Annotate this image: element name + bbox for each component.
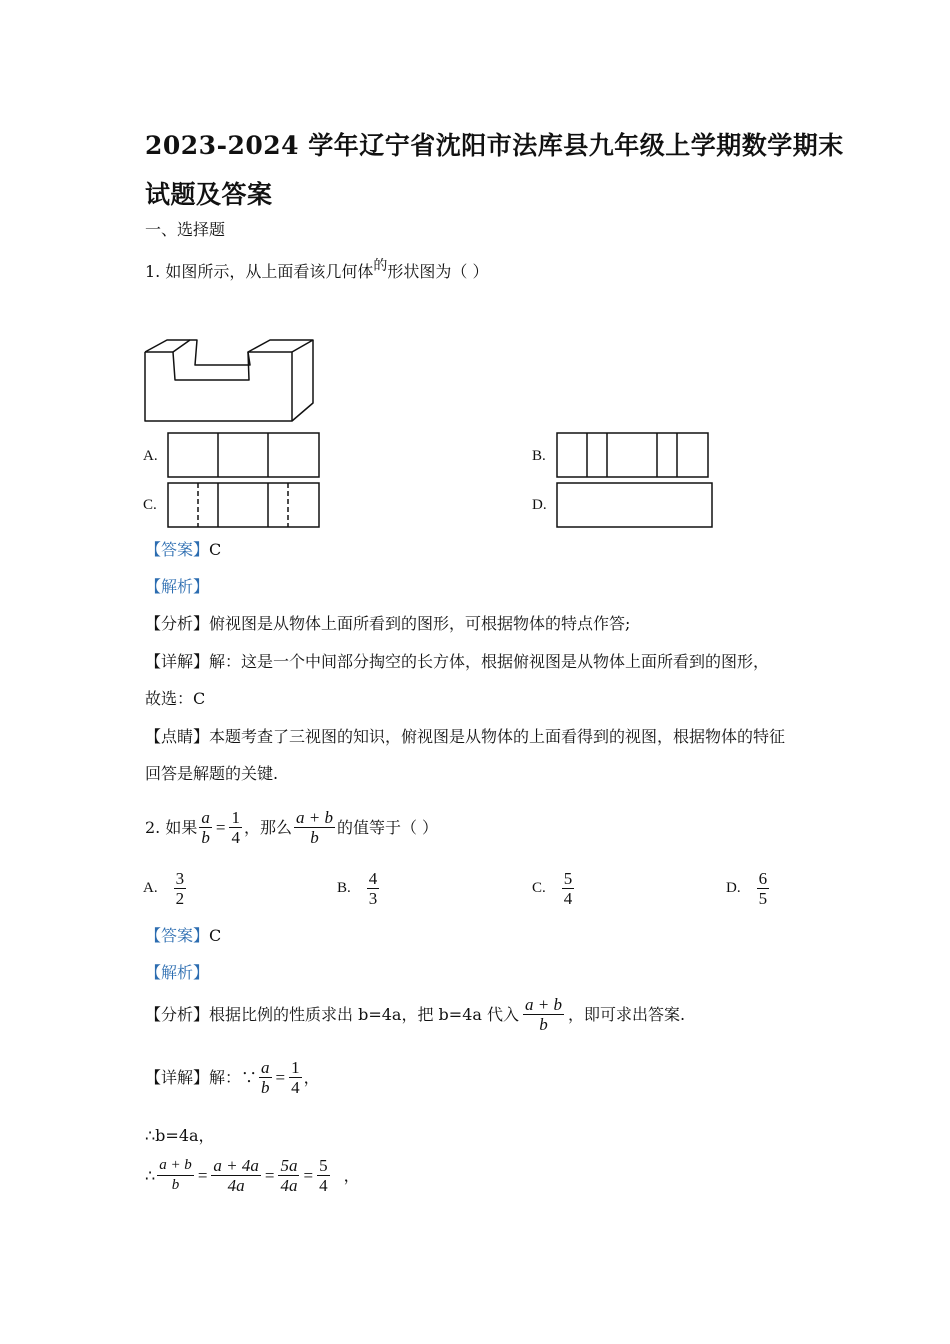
q2-option-b-den: 3 — [368, 889, 378, 908]
q2-step2-den: 4a — [227, 1176, 245, 1195]
q2-analysis-tag: 【解析】 — [145, 963, 210, 982]
q2-option-c — [532, 869, 576, 908]
q2-xiangjie-pre: 解：∵ — [209, 1067, 258, 1087]
q2-xiangjie-one: 1 — [291, 1058, 300, 1077]
q2-stem-mid: ，那么 — [243, 817, 292, 837]
q2-xiangjie-four: 4 — [291, 1078, 300, 1097]
q1-answer — [145, 540, 221, 560]
q2-step2-num: a + 4a — [213, 1156, 259, 1175]
q1-dianjing — [145, 727, 785, 747]
q2-option-c-num: 5 — [563, 869, 573, 888]
q2-step4-num: 5 — [319, 1156, 328, 1175]
q2-step3-num: 5a — [280, 1156, 298, 1175]
q1-fenxi-tag: 【分析】 — [145, 614, 210, 633]
q2-option-a — [143, 869, 188, 908]
q1-option-c-figure — [167, 482, 322, 530]
q2-cond-den: b — [201, 828, 210, 847]
q2-stem-tail: 的值等于（ ） — [336, 817, 439, 837]
q2-option-c-frac — [562, 869, 575, 908]
q1-choose: 故选：C — [145, 689, 206, 708]
q2-answer-value: C — [209, 926, 222, 945]
q2-cond-frac-14 — [229, 808, 242, 847]
q1-solid-figure — [140, 335, 320, 427]
q2-xiangjie-frac-14 — [289, 1058, 302, 1097]
q2-expr-frac — [294, 808, 335, 847]
q2-step3-frac — [278, 1156, 299, 1195]
q2-expr-den: b — [310, 828, 319, 847]
q2-step4-frac — [317, 1156, 330, 1195]
q1-option-b-figure — [556, 432, 712, 480]
q2-expr-num: a + b — [295, 808, 333, 827]
q2-therefore1: ∴b=4a， — [145, 1126, 215, 1145]
q1-fenxi-text: 俯视图是从物体上面所看到的图形，可根据物体的特点作答; — [209, 614, 631, 633]
q1-stem-sup: 的 — [373, 258, 388, 274]
doc-title-line2: 试题及答案 — [145, 180, 273, 209]
q1-stem-post: 形状图为（ ） — [387, 262, 489, 281]
q2-fenxi-post: ，即可求出答案. — [568, 1004, 686, 1024]
q2-xiangjie-frac-ab — [259, 1058, 272, 1097]
q1-xiangjie-tag: 【详解】 — [145, 652, 210, 671]
q1-option-a-figure — [167, 432, 322, 480]
q2-option-b — [337, 869, 381, 908]
q1-option-b-label: B. — [532, 448, 546, 464]
q2-fenxi-frac — [523, 995, 564, 1034]
q2-xiangjie-comma: ， — [303, 1067, 320, 1087]
q2-option-b-frac — [367, 869, 380, 908]
q2-cond-one: 1 — [231, 808, 240, 827]
q2-option-d-frac — [757, 869, 770, 908]
q1-answer-tag: 【答案】 — [145, 540, 210, 559]
q2-answer — [145, 926, 221, 946]
q2-option-d-num: 6 — [758, 869, 768, 888]
q2-cond-four: 4 — [231, 828, 240, 847]
q2-step3-den: 4a — [280, 1176, 298, 1195]
q2-xiangjie — [145, 1058, 320, 1097]
q2-step4-den: 4 — [319, 1176, 328, 1195]
q1-option-d-label: D. — [532, 497, 547, 513]
q1-option-d-figure — [556, 482, 716, 530]
q2-step-eq2: = — [264, 1165, 275, 1185]
q2-xiangjie-num-a: a — [261, 1058, 270, 1077]
q2-option-b-label: B. — [337, 880, 351, 896]
q2-option-a-num: 3 — [175, 869, 185, 888]
q2-option-d-den: 5 — [758, 889, 768, 908]
q2-cond-num: a — [201, 808, 210, 827]
q2-fenxi-frac-den: b — [539, 1015, 548, 1034]
q1-dianjing-text1: 本题考查了三视图的知识，俯视图是从物体的上面看得到的视图，根据物体的特征 — [209, 727, 786, 746]
q1-xiangjie-text: 解：这是一个中间部分掏空的长方体，根据俯视图是从物体上面所看到的图形， — [209, 652, 770, 671]
q2-fenxi — [145, 995, 685, 1034]
doc-title-line1: 2023-2024 学年辽宁省沈阳市法库县九年级上学期数学期末 — [145, 131, 844, 160]
q2-answer-tag: 【答案】 — [145, 926, 210, 945]
q2-option-a-frac — [174, 869, 187, 908]
section-heading: 一、选择题 — [145, 220, 226, 239]
q2-step1-num: a + b — [157, 1156, 194, 1176]
q2-option-a-label: A. — [143, 880, 158, 896]
q2-fenxi-pre: 根据比例的性质求出 b=4a，把 b=4a 代入 — [209, 1004, 520, 1024]
q2-xiangjie-den-b: b — [261, 1078, 270, 1097]
q2-xiangjie-eq: = — [275, 1067, 286, 1087]
q2-option-c-label: C. — [532, 880, 546, 896]
q2-fenxi-tag: 【分析】 — [145, 1004, 210, 1024]
q2-step-eq1: = — [197, 1165, 208, 1185]
q2-step2-frac — [211, 1156, 260, 1195]
q1-fenxi — [145, 614, 630, 634]
q2-option-b-num: 4 — [368, 869, 378, 888]
q2-cond-eq: = — [215, 817, 226, 837]
q2-option-a-den: 2 — [175, 889, 185, 908]
q1-stem — [145, 258, 489, 283]
q1-stem-pre: 1. 如图所示，从上面看该几何体 — [145, 262, 374, 281]
q2-option-d-label: D. — [726, 880, 741, 896]
q2-option-c-den: 4 — [563, 889, 573, 908]
q1-option-a-label: A. — [143, 448, 158, 464]
q2-xiangjie-tag: 【详解】 — [145, 1067, 210, 1087]
q2-step-end-comma: ， — [343, 1165, 360, 1185]
q2-therefore2 — [145, 1156, 360, 1195]
q2-step1-frac — [157, 1156, 194, 1195]
q2-therefore2-symbol: ∴ — [145, 1165, 156, 1185]
q1-option-c-label: C. — [143, 497, 157, 513]
q1-answer-value: C — [209, 540, 222, 559]
q2-cond-frac-ab — [199, 808, 212, 847]
q1-xiangjie — [145, 652, 769, 672]
q1-analysis-tag: 【解析】 — [145, 577, 210, 596]
q1-dianjing-line2: 回答是解题的关键. — [145, 764, 279, 783]
q2-step1-den: b — [171, 1177, 180, 1193]
q2-stem — [145, 808, 438, 847]
q2-fenxi-frac-num: a + b — [525, 995, 562, 1014]
q2-option-d — [726, 869, 771, 908]
q2-step-eq3: = — [303, 1165, 314, 1185]
q1-dianjing-tag: 【点睛】 — [145, 727, 210, 746]
q2-stem-num: 2. 如果 — [145, 817, 198, 837]
